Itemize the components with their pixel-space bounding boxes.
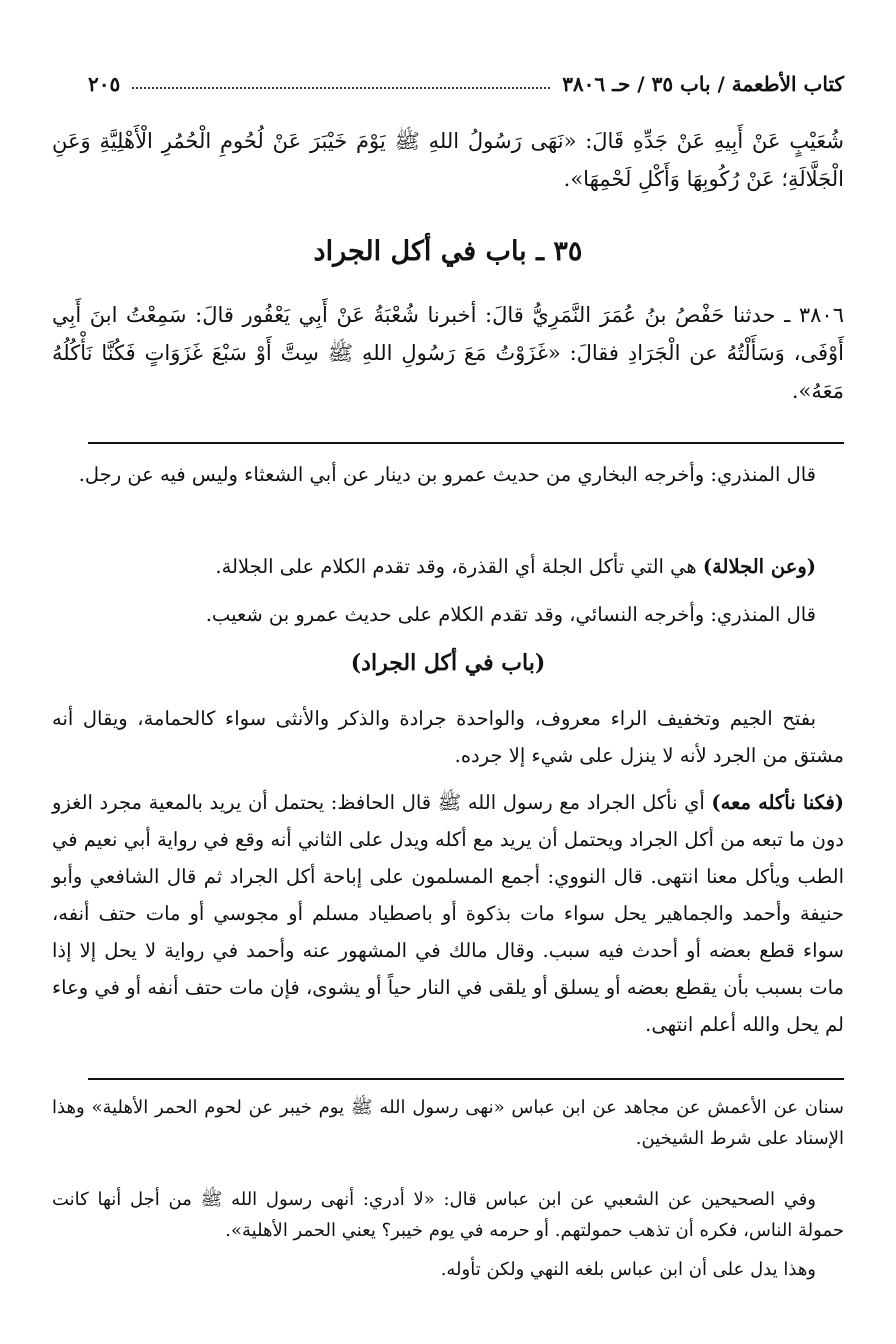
commentary-heading: (باب في أكل الجراد) — [350, 650, 546, 676]
sharh-paragraph — [52, 548, 844, 585]
hadith-3806 — [52, 296, 844, 410]
sharh-text: أي نأكل الجراد مع رسول الله ﷺ قال الحافظ: يحتمل أن يريد بالمعية مجرد الغزو دون ما تبعه من أكل الجراد ويحتمل أن يريد مع أكله ويدل على الثاني أنه وقع في رواية أبي نعيم في الطب ويأكل معنا انتهى. قال النووي: أجمع المسلمون على إباحة أكل الجراد ثم قال الشافعي وأبو حنيفة وأحمد والجماهير يحل سواء مات بذكوة أو باصطياد مسلم أو مجوسي أو مات حتف أنفه، سواء قطع بعضه أو أحدث فيه سبب. وقال مالك في المشهور عنه وأحمد في رواية لا يحل إلا إذا مات بسبب بأن يقطع بعضه أو يسلق أو يلقى في النار حياً أو يشوى، فإن مات حتف أنفه أو في وعاء لم يحل والله أعلم انتهى. — [52, 791, 844, 1036]
hadith-text: ٣٨٠٦ ـ حدثنا حَفْصُ بنُ عُمَرَ النَّمَرِيُّ قالَ: أخبرنا شُعْبَةُ عَنْ أَبِي يَعْفُور قالَ: سَمِعْتُ ابنَ أَبِي أَوْفَى، وَسَأَلْتُهُ عن الْجَرَادِ فقالَ: «غَزَوْتُ مَعَ رَسُولِ اللهِ ﷺ سِتَّ أَوْ سَبْعَ غَزَوَاتٍ فَكُنَّا نَأْكُلُهُ مَعَهُ». — [52, 303, 844, 403]
running-head-title: كتاب الأطعمة / باب ٣٥ / حـ ٣٨٠٦ — [562, 72, 844, 96]
footnote: سنان عن الأعمش عن مجاهد عن ابن عباس «نهى رسول الله ﷺ يوم خيبر عن لحوم الحمر الأهلية» وهذا الإسناد على شرط الشيخين. — [52, 1097, 844, 1149]
page-number: ٢٠٥ — [88, 72, 121, 96]
sharh-paragraph: قال المنذري: وأخرجه البخاري من حديث عمرو بن دينار عن أبي الشعثاء وليس فيه عن رجل. — [78, 463, 816, 486]
sharh-paragraph — [52, 784, 844, 1043]
running-head — [88, 68, 844, 100]
separator-line — [88, 442, 844, 444]
sharh-text: هي التي تأكل الجلة أي القذرة، وقد تقدم الكلام على الجلالة. — [215, 555, 703, 578]
chapter-heading: ٣٥ ـ باب في أكل الجراد — [313, 236, 583, 267]
sharh-paragraph: قال المنذري: وأخرجه النسائي، وقد تقدم الكلام على حديث عمرو بن شعيب. — [205, 603, 816, 626]
lemma: (وعن الجلالة) — [702, 555, 816, 578]
lemma: (فكنا نأكله معه) — [711, 791, 844, 814]
matn-continuation — [52, 122, 844, 198]
footnote: وفي الصحيحين عن الشعبي عن ابن عباس قال: «لا أدري: أنهى رسول الله ﷺ من أجل أنها كانت حمولة الناس، فكره أن تذهب حمولتهم. أو حرمه في يوم خيبر؟ يعني الحمر الأهلية». — [52, 1189, 844, 1241]
footnote-separator — [88, 1078, 844, 1080]
footnote: وهذا يدل على أن ابن عباس بلغه النهي ولكن تأوله. — [440, 1259, 816, 1280]
dotted-leader — [132, 87, 550, 89]
hadith-continuation-text: شُعَيْبٍ عَنْ أَبِيهِ عَنْ جَدِّهِ قَالَ: «نَهَى رَسُولُ اللهِ ﷺ يَوْمَ خَيْبَرَ عَنْ لُحُومِ الْحُمُرِ الْأَهْلِيَّةِ وَعَنِ الْجَلَّالَةِ؛ عَنْ رُكُوبِهَا وَأَكْلِ لَحْمِهَا». — [52, 129, 844, 191]
sharh-paragraph: بفتح الجيم وتخفيف الراء معروف، والواحدة جرادة والذكر والأنثى سواء كالحمامة، ويقال أنه مشتق من الجرد لأنه لا ينزل على شيء إلا جرده. — [52, 707, 844, 767]
